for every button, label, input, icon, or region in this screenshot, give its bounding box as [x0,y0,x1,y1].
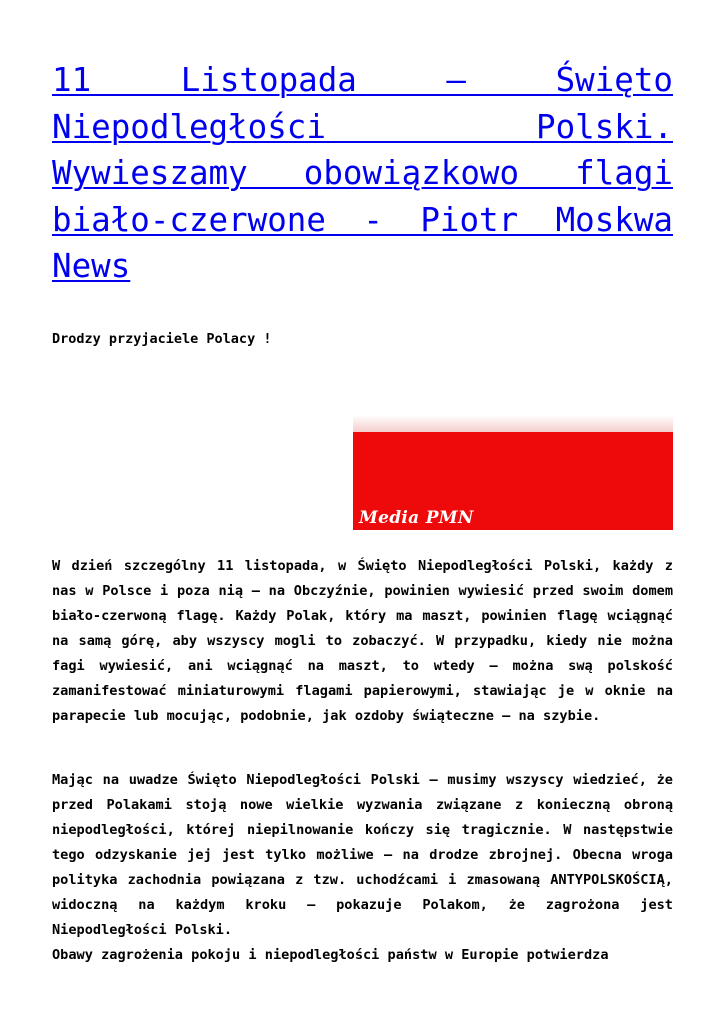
image-top-fade [353,415,673,432]
paragraph-1: W dzień szczególny 11 listopada, w Święto Niepodległości Polski, każdy z nas w Polsce i poza nią – na Obczyźnie, powinien wywiesić przed swoim domem biało-czerwoną flagę. Każdy Polak, który ma maszt, powinien flagę wciągnąć na samą górę, aby wszyscy mogli to zobaczyć. W przypadku, kiedy nie można fagi wywiesić, ani wciągnąć na maszt, to wtedy – można swą polskość zamanifestować miniaturowymi flagami papierowymi, stawiając je w oknie na parapecie lub mocując, podobnie, jak ozdoby świąteczne – na szybie. [52,558,673,724]
image-caption: Media PMN [359,508,474,528]
media-pmn-image [353,415,673,530]
paragraph-2: Mając na uwadze Święto Niepodległości Polski – musimy wszyscy wiedzieć, że przed Polakami stoją nowe wielkie wyzwania związane z konieczną obroną niepodległości, której niepilnowanie kończy się tragicznie. W następstwie tego odzyskanie jej jest tylko możliwe – na drodze zbrojnej. Obecna wroga polityka zachodnia powiązana z tzw. uchodźcami i zmasowaną ANTYPOLSKOŚCIĄ, widoczną na każdym kroku – pokazuje Polakom, że zagrożona jest Niepodległości Polski. Obawy zagrożenia pokoju i niepodległości państw w Europie potwierdza [52,772,673,963]
article-title [52,57,673,290]
greeting-text: Drodzy przyjaciele Polacy ! [52,331,272,347]
article-title-link[interactable]: 11 Listopada – Święto Niepodległości Polski. Wywieszamy obowiązkowo flagi biało-czerwone - Piotr Moskwa News [52,61,673,285]
